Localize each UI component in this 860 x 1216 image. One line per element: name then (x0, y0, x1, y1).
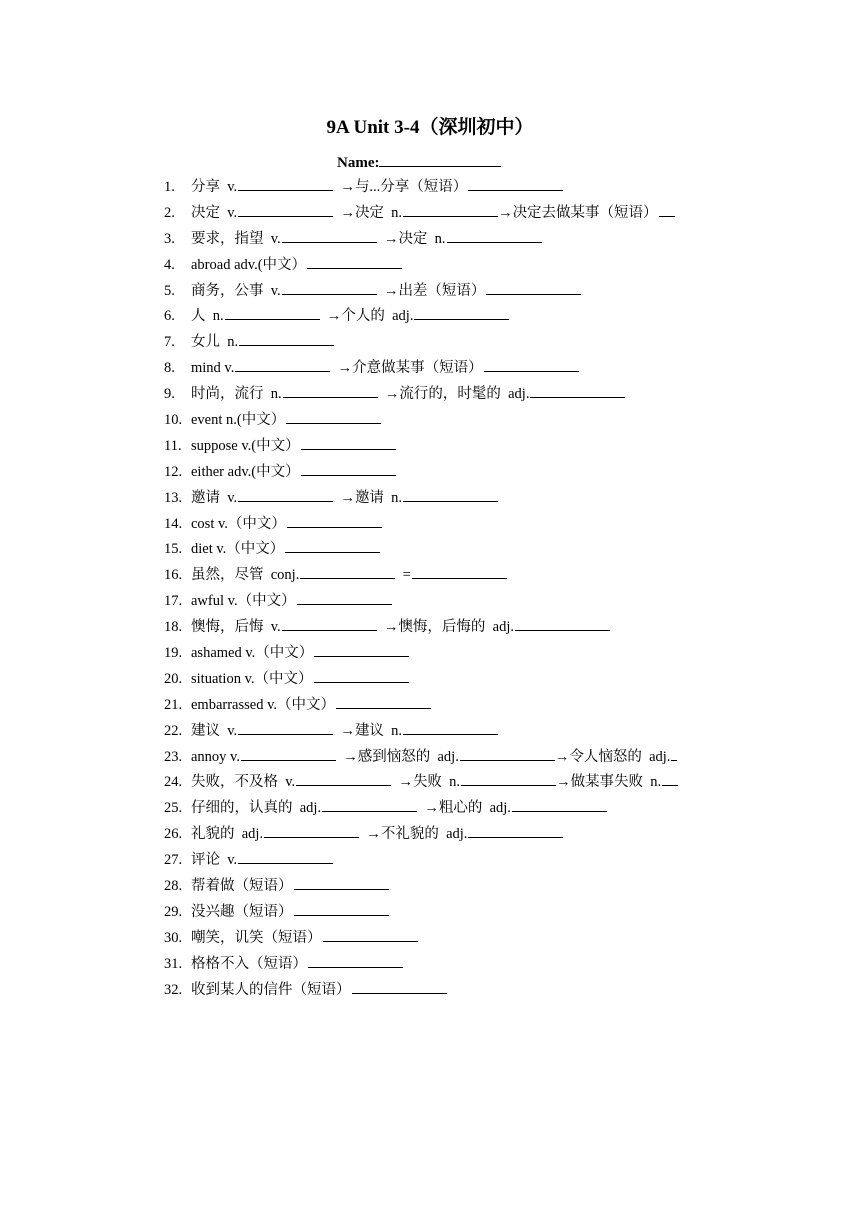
answer-blank[interactable] (412, 564, 507, 579)
item-number: 18. (164, 619, 183, 636)
answer-blank[interactable] (403, 487, 498, 502)
item-text: 格格不入（短语） (191, 955, 307, 972)
item-number: 19. (164, 645, 183, 662)
answer-blank[interactable] (323, 927, 418, 942)
answer-blank[interactable] (238, 487, 333, 502)
item-text: 建议 v. (191, 722, 238, 739)
answer-blank[interactable] (515, 616, 610, 631)
answer-blank[interactable] (301, 435, 396, 450)
vocab-item (164, 745, 734, 771)
answer-blank[interactable] (461, 771, 556, 786)
answer-blank[interactable] (238, 202, 333, 217)
item-text: →决定 n. (333, 204, 403, 221)
item-text: 礼貌的 adj. (191, 826, 264, 843)
item-number: 7. (164, 334, 175, 351)
item-number: 26. (164, 826, 183, 843)
item-text: 嘲笑，讥笑（短语） (191, 929, 322, 946)
answer-blank[interactable] (239, 331, 334, 346)
vocab-item (164, 900, 734, 926)
item-number: 10. (164, 412, 183, 429)
item-text: = (395, 567, 411, 584)
item-text: 决定 v. (191, 204, 238, 221)
answer-blank[interactable] (662, 771, 678, 786)
answer-blank[interactable] (512, 797, 607, 812)
answer-blank[interactable] (264, 823, 359, 838)
answer-blank[interactable] (314, 668, 409, 683)
item-text: →流行的，时髦的 adj. (377, 386, 530, 403)
item-text: 要求，指望 v. (191, 230, 281, 247)
vocab-item (164, 201, 734, 227)
name-label: Name: (337, 155, 380, 171)
answer-blank[interactable] (403, 720, 498, 735)
answer-blank[interactable] (322, 797, 417, 812)
item-text: 评论 v. (191, 852, 238, 869)
item-number: 32. (164, 981, 183, 998)
answer-blank[interactable] (336, 694, 431, 709)
answer-blank[interactable] (530, 383, 625, 398)
answer-blank[interactable] (241, 746, 336, 761)
item-number: 4. (164, 256, 175, 273)
vocab-item (164, 512, 734, 538)
item-number: 21. (164, 696, 183, 713)
vocab-item (164, 641, 734, 667)
answer-blank[interactable] (238, 849, 333, 864)
item-number: 14. (164, 515, 183, 532)
item-text: →粗心的 adj. (417, 800, 511, 817)
item-text: →感到恼怒的 adj. (336, 748, 459, 765)
answer-blank[interactable] (294, 875, 389, 890)
name-blank[interactable] (379, 152, 501, 167)
answer-blank[interactable] (287, 513, 382, 528)
item-text: →决定去做某事（短语） (498, 204, 658, 221)
item-number: 29. (164, 903, 183, 920)
answer-blank[interactable] (460, 746, 555, 761)
answer-blank[interactable] (238, 720, 333, 735)
item-number: 5. (164, 282, 175, 299)
item-number: 22. (164, 722, 183, 739)
item-text: ashamed v.（中文） (191, 645, 314, 662)
vocab-item (164, 486, 734, 512)
item-text: →出差（短语） (376, 282, 486, 299)
item-number: 25. (164, 800, 183, 817)
item-text: →与...分享（短语） (333, 179, 468, 195)
item-text: 帮着做（短语） (191, 878, 293, 895)
vocab-item (164, 822, 734, 848)
answer-blank[interactable] (308, 953, 403, 968)
vocab-item (164, 279, 734, 305)
item-text: 商务，公事 v. (191, 282, 281, 299)
vocab-item (164, 667, 734, 693)
answer-blank[interactable] (225, 305, 320, 320)
worksheet-title: 9A Unit 3-4（深圳初中） (326, 117, 534, 138)
item-number: 9. (164, 386, 175, 403)
item-number: 27. (164, 852, 183, 869)
item-text: cost v.（中文） (191, 515, 286, 532)
name-field (337, 152, 501, 173)
answer-blank[interactable] (283, 383, 378, 398)
item-number: 20. (164, 670, 183, 687)
vocab-item (164, 589, 734, 615)
vocab-item (164, 848, 734, 874)
item-text: awful v.（中文） (191, 593, 296, 610)
item-number: 17. (164, 593, 183, 610)
answer-blank[interactable] (286, 409, 381, 424)
item-text: 懊悔，后悔 v. (191, 619, 281, 636)
item-number: 13. (164, 489, 183, 506)
vocab-item (164, 460, 734, 486)
item-text: situation v.（中文） (191, 670, 313, 687)
answer-blank[interactable] (447, 228, 542, 243)
vocab-item (164, 175, 734, 201)
item-text: 没兴趣（短语） (191, 903, 293, 920)
vocab-item (164, 874, 734, 900)
answer-blank[interactable] (282, 280, 377, 295)
item-number: 12. (164, 463, 183, 480)
item-text: 仔细的，认真的 adj. (191, 800, 322, 817)
vocab-item (164, 434, 734, 460)
item-number: 15. (164, 541, 183, 558)
answer-blank[interactable] (307, 254, 402, 269)
vocab-item (164, 693, 734, 719)
item-text: 失败，不及格 v. (191, 774, 296, 791)
item-number: 6. (164, 308, 175, 325)
vocab-item (164, 615, 734, 641)
item-number: 3. (164, 230, 175, 247)
answer-blank[interactable] (468, 823, 563, 838)
answer-blank[interactable] (235, 357, 330, 372)
answer-blank[interactable] (352, 979, 447, 994)
answer-blank[interactable] (468, 176, 563, 191)
item-number: 23. (164, 748, 183, 765)
item-number: 2. (164, 204, 175, 221)
item-text: →失败 n. (391, 774, 461, 791)
answer-blank[interactable] (282, 228, 377, 243)
item-text: →不礼貌的 adj. (359, 826, 468, 843)
answer-blank[interactable] (282, 616, 377, 631)
item-text: suppose v.(中文） (191, 437, 300, 454)
item-text: embarrassed v.（中文） (191, 696, 336, 713)
answer-blank[interactable] (294, 901, 389, 916)
vocab-item (164, 926, 734, 952)
vocab-item (164, 330, 734, 356)
item-number: 1. (164, 179, 175, 195)
item-number: 16. (164, 567, 183, 584)
answer-blank[interactable] (238, 176, 333, 191)
item-text: →介意做某事（短语） (330, 360, 483, 377)
item-text: annoy v. (191, 748, 240, 765)
vocab-item (164, 770, 734, 796)
answer-blank[interactable] (300, 564, 395, 579)
item-text: 时尚，流行 n. (191, 386, 282, 403)
item-text: 虽然，尽管 conj. (191, 567, 300, 584)
vocab-item (164, 796, 734, 822)
answer-blank[interactable] (285, 538, 380, 553)
item-text: →令人恼怒的 adj. (554, 748, 671, 765)
vocab-item (164, 253, 734, 279)
vocab-item (164, 382, 734, 408)
item-text: →做某事失败 n. (556, 774, 662, 791)
answer-blank[interactable] (414, 305, 509, 320)
item-text: 分享 v. (191, 179, 238, 195)
vocabulary-list (164, 175, 734, 1004)
item-number: 31. (164, 955, 183, 972)
item-number: 11. (164, 437, 182, 454)
item-text: abroad adv.(中文） (191, 256, 307, 273)
answer-blank[interactable] (659, 202, 675, 217)
vocab-item (164, 978, 734, 1004)
item-text: 女儿 n. (191, 334, 239, 351)
item-text: 收到某人的信件（短语） (191, 981, 351, 998)
item-number: 30. (164, 929, 183, 946)
item-text: diet v.（中文） (191, 541, 285, 558)
vocab-item (164, 563, 734, 589)
item-text: →邀请 n. (333, 489, 403, 506)
item-text: either adv.(中文） (191, 463, 300, 480)
item-text: →建议 n. (333, 722, 403, 739)
item-text: 人 n. (191, 308, 224, 325)
vocab-item (164, 537, 734, 563)
item-text: →个人的 adj. (319, 308, 414, 325)
answer-blank[interactable] (301, 461, 396, 476)
item-number: 8. (164, 360, 175, 377)
vocab-item (164, 356, 734, 382)
answer-blank[interactable] (486, 280, 581, 295)
item-text: →懊悔，后悔的 adj. (376, 619, 515, 636)
answer-blank[interactable] (296, 771, 391, 786)
answer-blank[interactable] (314, 642, 409, 657)
answer-blank[interactable] (297, 590, 392, 605)
item-text: →决定 n. (376, 230, 446, 247)
vocab-item (164, 408, 734, 434)
vocab-item (164, 719, 734, 745)
item-text: event n.(中文） (191, 412, 286, 429)
answer-blank[interactable] (484, 357, 579, 372)
vocab-item (164, 952, 734, 978)
item-number: 24. (164, 774, 183, 791)
answer-blank[interactable] (671, 746, 677, 761)
vocab-item (164, 304, 734, 330)
item-text: mind v. (191, 360, 235, 377)
item-text: 邀请 v. (191, 489, 238, 506)
item-number: 28. (164, 878, 183, 895)
vocab-item (164, 227, 734, 253)
answer-blank[interactable] (403, 202, 498, 217)
